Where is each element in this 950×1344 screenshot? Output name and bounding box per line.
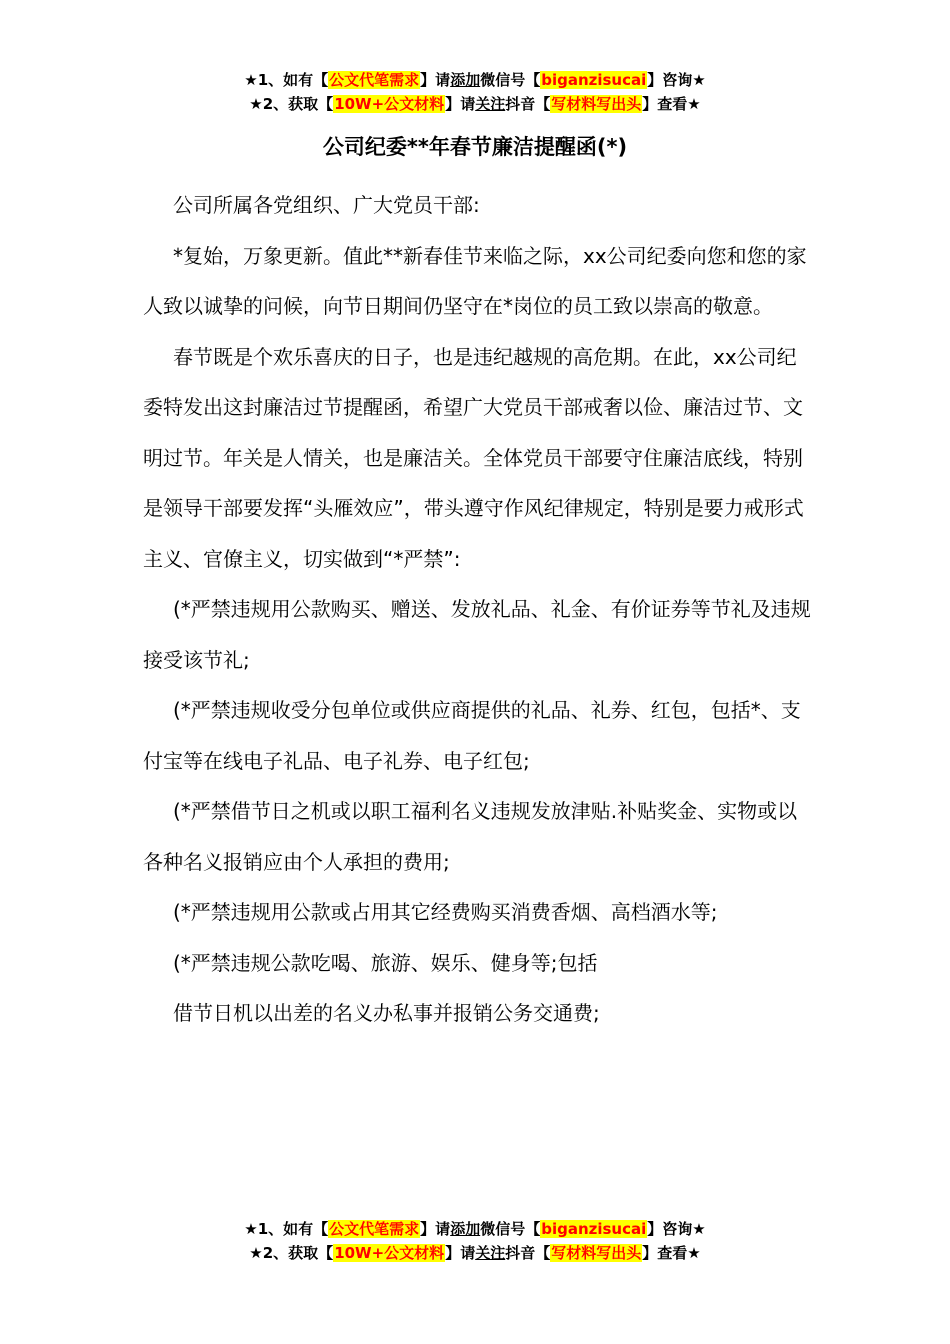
banner-highlight: 写材料写出头 <box>551 1244 642 1262</box>
banner-line-2 <box>0 92 950 116</box>
banner-highlight: biganzisucai <box>541 71 647 89</box>
banner-text: ★1、如有【 <box>244 71 329 89</box>
banner-underline: 关注 <box>475 95 506 113</box>
banner-highlight: biganzisucai <box>541 1220 647 1238</box>
banner-text: ★1、如有【 <box>244 1220 329 1238</box>
banner-text: 】咨询★ <box>647 71 706 89</box>
paragraph: 春节既是个欢乐喜庆的日子，也是违纪越规的高危期。在此，xx公司纪委特发出这封廉洁过节提醒函，希望广大党员干部戒奢以俭、廉洁过节、文明过节。年关是人情关，也是廉洁关。全体党员干部要守住廉洁底线，特别是领导干部要发挥“头雁效应”，带头遵守作风纪律规定，特别是要力戒形式主义、官僚主义，切实做到“*严禁”: <box>143 344 804 571</box>
header-banner <box>0 68 950 116</box>
banner-line-1 <box>0 68 950 92</box>
list-item: (*严禁违规用公款或占用其它经费购买消费香烟、高档酒水等; <box>173 900 718 924</box>
paragraph: 借节日机以出差的名义办私事并报销公务交通费; <box>173 1001 600 1025</box>
banner-highlight: 10W+公文材料 <box>334 95 445 113</box>
banner-text: 微信号【 <box>480 1220 541 1238</box>
banner-text: 】查看★ <box>642 1244 701 1262</box>
banner-text: 抖音【 <box>505 95 551 113</box>
banner-text: 】请 <box>420 71 451 89</box>
list-item: (*严禁借节日之机或以职工福利名义违规发放津贴.补贴奖金、实物或以各种名义报销应由个人承担的费用; <box>143 799 798 874</box>
banner-underline: 添加 <box>450 1220 481 1238</box>
list-item: (*严禁违规用公款购买、赠送、发放礼品、礼金、有价证券等节礼及违规接受该节礼; <box>143 597 811 672</box>
banner-highlight: 公文代笔需求 <box>329 1220 420 1238</box>
banner-underline: 添加 <box>450 71 481 89</box>
banner-text: ★2、获取【 <box>249 95 334 113</box>
banner-highlight: 10W+公文材料 <box>334 1244 445 1262</box>
footer-banner <box>0 1217 950 1265</box>
banner-highlight: 写材料写出头 <box>551 95 642 113</box>
banner-text: 】请 <box>420 1220 451 1238</box>
banner-highlight: 公文代笔需求 <box>329 71 420 89</box>
paragraph: *复始，万象更新。值此**新春佳节来临之际，xx公司纪委向您和您的家人致以诚挚的问候，向节日期间仍坚守在*岗位的员工致以崇高的敬意。 <box>143 243 807 318</box>
banner-text: ★2、获取【 <box>249 1244 334 1262</box>
banner-text: 微信号【 <box>480 71 541 89</box>
list-item: (*严禁违规公款吃喝、旅游、娱乐、健身等;包括 <box>173 950 598 975</box>
banner-text: 】请 <box>445 1244 476 1262</box>
banner-line-1 <box>0 1217 950 1241</box>
list-item: (*严禁违规收受分包单位或供应商提供的礼品、礼券、红包，包括*、支付宝等在线电子礼品、电子礼券、电子红包; <box>143 698 801 773</box>
banner-text: 抖音【 <box>505 1244 551 1262</box>
salutation: 公司所属各党组织、广大党员干部: <box>173 193 480 217</box>
document-body <box>143 180 811 1039</box>
banner-text: 】查看★ <box>642 95 701 113</box>
document-title: 公司纪委**年春节廉洁提醒函(*) <box>322 135 628 159</box>
banner-text: 】咨询★ <box>647 1220 706 1238</box>
banner-text: 】请 <box>445 95 476 113</box>
banner-line-2 <box>0 1241 950 1265</box>
banner-underline: 关注 <box>475 1244 506 1262</box>
